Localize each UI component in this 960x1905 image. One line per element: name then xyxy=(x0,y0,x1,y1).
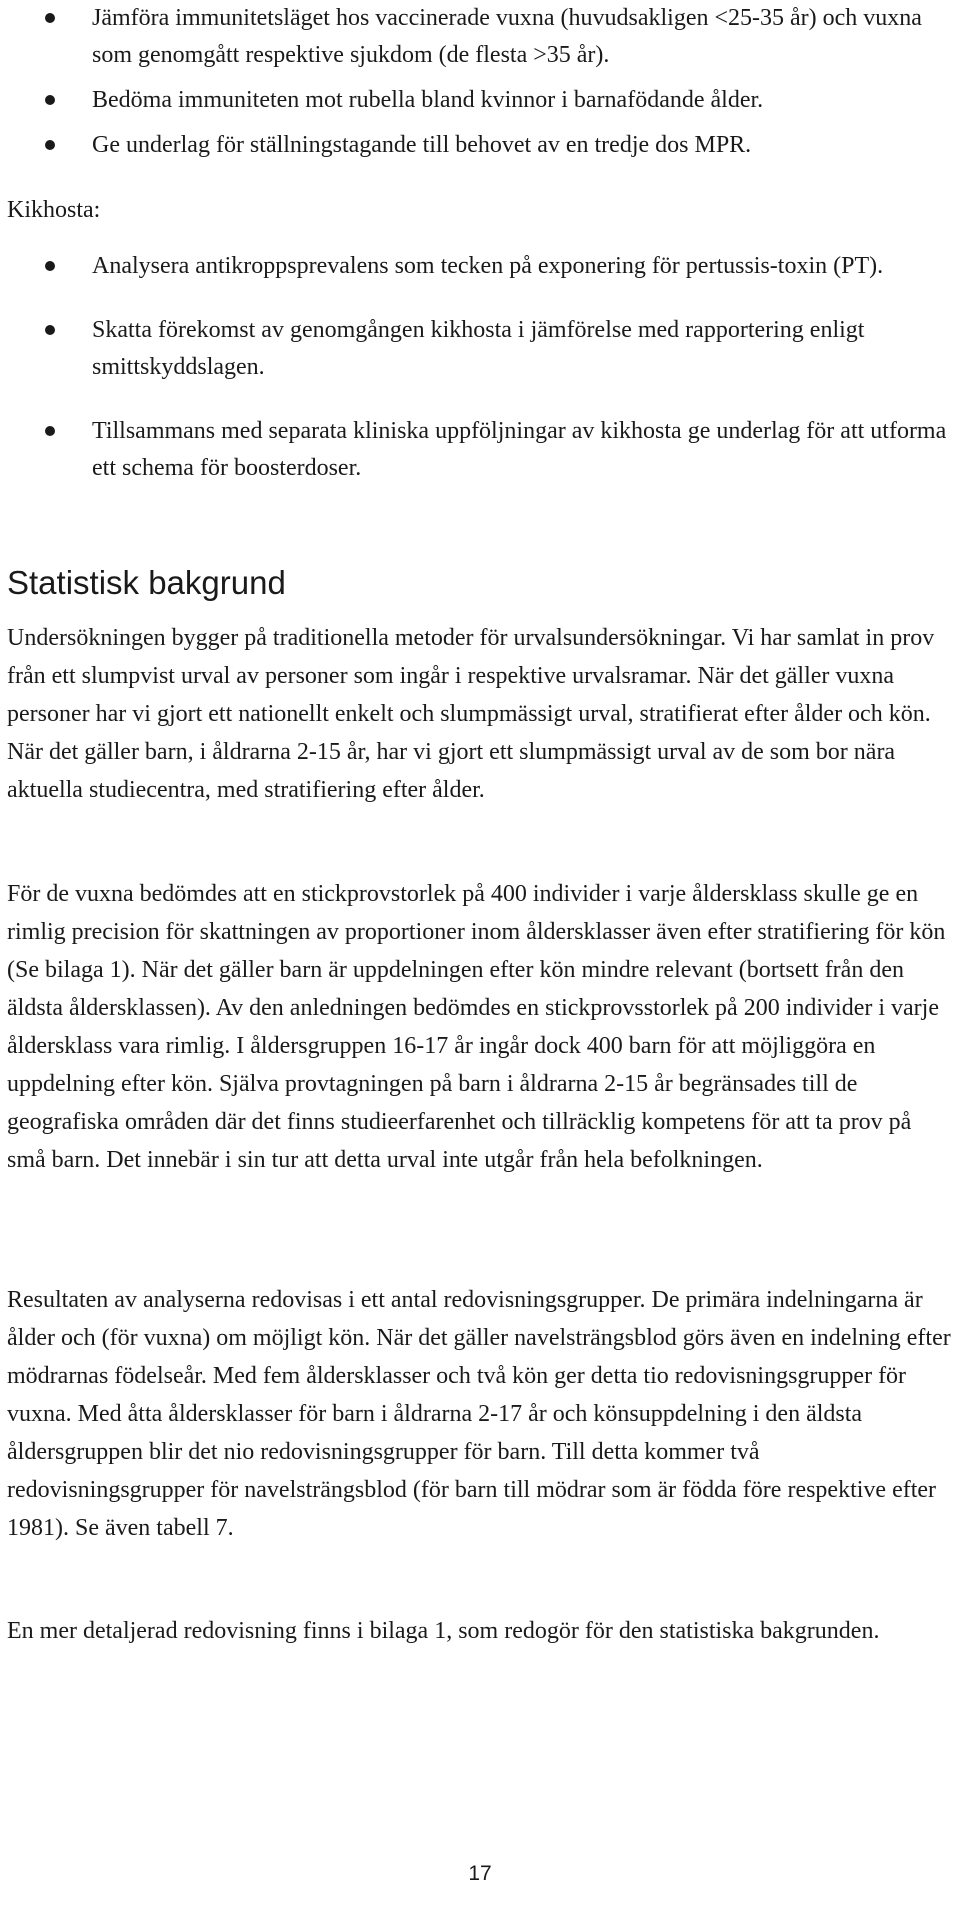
page-number: 17 xyxy=(468,1862,492,1885)
section-heading: Statistisk bakgrund xyxy=(7,564,286,601)
kikhosta-label: Kikhosta: xyxy=(7,197,101,223)
list-item xyxy=(0,127,960,164)
list-item xyxy=(0,82,960,119)
bullet-text: Tillsammans med separata kliniska uppföljningar av kikhosta ge underlag för att utforma ett schema för boosterdoser. xyxy=(92,418,947,481)
bullet-text: Bedöma immuniteten mot rubella bland kvinnor i barnafödande ålder. xyxy=(92,87,764,113)
list-item xyxy=(0,0,960,74)
bullet-icon xyxy=(45,325,55,335)
bullet-icon xyxy=(45,13,55,23)
intro-bullet-list xyxy=(0,0,960,164)
bullet-text: Jämföra immunitetsläget hos vaccinerade vuxna (huvudsakligen <25-35 år) och vuxna som genomgått respektive sjukdom (de flesta >35 år). xyxy=(92,5,922,68)
body-paragraph: Resultaten av analyserna redovisas i ett antal redovisningsgrupper. De primära indelningarna är ålder och (för vuxna) om möjligt kön. När det gäller navelsträngsblod görs även en indelning efter mödrarnas födelseår. Med fem åldersklasser och två kön ger detta tio redovisningsgrupper för vuxna. Med åtta åldersklasser för barn i åldrarna 2-17 år och könsuppdelning i den äldsta åldersgruppen blir det nio redovisningsgrupper för barn. Till detta kommer två redovisningsgrupper för navelsträngsblod (för barn till mödrar som är födda före respektive efter 1981). Se även tabell 7. xyxy=(7,1287,951,1541)
kikhosta-bullet-list xyxy=(0,248,960,487)
list-item xyxy=(0,413,960,487)
bullet-text: Ge underlag för ställningstagande till behovet av en tredje dos MPR. xyxy=(92,132,752,158)
bullet-text: Analysera antikroppsprevalens som tecken på exponering för pertussis-toxin (PT). xyxy=(92,253,884,279)
list-item xyxy=(0,248,960,285)
bullet-icon xyxy=(45,426,55,436)
body-paragraph: En mer detaljerad redovisning finns i bilaga 1, som redogör för den statistiska bakgrunden. xyxy=(7,1618,880,1644)
bullet-text: Skatta förekomst av genomgången kikhosta i jämförelse med rapportering enligt smittskyddslagen. xyxy=(92,317,865,380)
body-paragraph: Undersökningen bygger på traditionella metoder för urvalsundersökningar. Vi har samlat in prov från ett slumpvist urval av personer som ingår i respektive urvalsramar. När det gäller vuxna personer har vi gjort ett nationellt enkelt och slumpmässigt urval, stratifierat efter ålder och kön. När det gäller barn, i åldrarna 2-15 år, har vi gjort ett slumpmässigt urval av de som bor nära aktuella studiecentra, med stratifiering efter ålder. xyxy=(7,625,935,803)
list-item xyxy=(0,312,960,386)
body-paragraph: För de vuxna bedömdes att en stickprovstorlek på 400 individer i varje åldersklass skulle ge en rimlig precision för skattningen av proportioner inom åldersklasser även efter stratifiering för kön (Se bilaga 1). När det gäller barn är uppdelningen efter kön mindre relevant (bortsett från den äldsta åldersklassen). Av den anledningen bedömdes en stickprovsstorlek på 200 individer i varje åldersklass vara rimlig. I åldersgruppen 16-17 år ingår dock 400 barn för att möjliggöra en uppdelning efter kön. Själva provtagningen på barn i åldrarna 2-15 år begränsades till de geografiska områden där det finns studieerfarenhet och tillräcklig kompetens för att ta prov på små barn. Det innebär i sin tur att detta urval inte utgår från hela befolkningen. xyxy=(7,881,946,1173)
bullet-icon xyxy=(45,140,55,150)
bullet-icon xyxy=(45,95,55,105)
bullet-icon xyxy=(45,261,55,271)
